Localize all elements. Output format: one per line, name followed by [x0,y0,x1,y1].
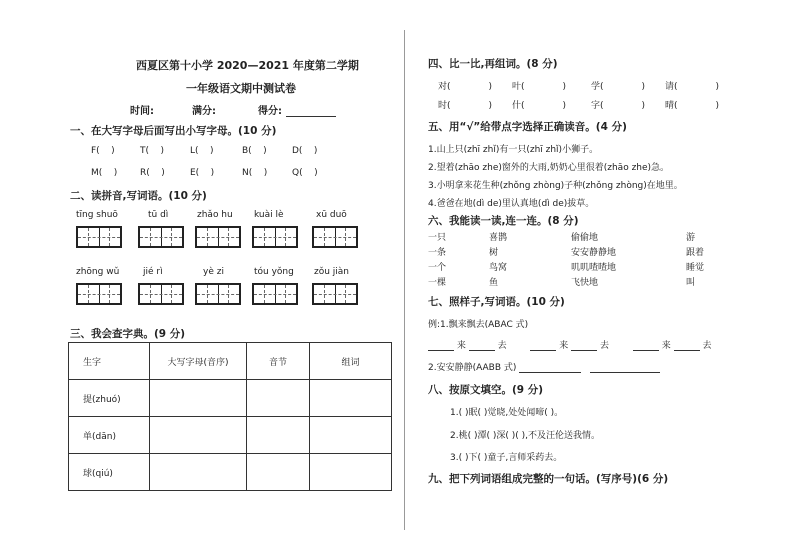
writing-grid[interactable] [312,283,358,305]
section-2-title: 二、读拼音,写词语。(10 分) [70,190,207,202]
full-score-label: 满分: [192,106,216,117]
exam-title: 一年级语文期中测试卷 [186,82,296,95]
compare-item[interactable]: 学( ) [591,82,646,92]
answer-cell[interactable] [247,417,310,454]
pronunciation-item[interactable]: 2.望着(zhāo zhe)窗外的大雨,奶奶心里很着(zhāo zhe)急。 [428,163,670,173]
answer-cell[interactable] [150,380,247,417]
section-1-title: 一、在大写字母后面写出小写字母。(10 分) [70,125,277,137]
letter-item[interactable]: Q( ) [292,168,318,178]
writing-grid[interactable] [252,283,298,305]
table-row [69,417,392,454]
char-cell: 提(zhuó) [69,380,150,417]
answer-cell[interactable] [150,417,247,454]
section-8-title: 八、按原文填空。(9 分) [428,384,544,396]
match-word[interactable]: 睡觉 [686,263,705,273]
pinyin-label: tóu yǒng [254,267,294,277]
writing-grid[interactable] [252,226,298,248]
answer-cell[interactable] [310,454,392,491]
match-word[interactable]: 一个 [428,263,447,273]
answer-cell[interactable] [310,380,392,417]
match-word[interactable]: 游 [686,233,696,243]
section-4-title: 四、比一比,再组词。(8 分) [428,58,558,70]
pronunciation-item[interactable]: 3.小明拿来花生种(zhǒng zhòng)子种(zhǒng zhòng)在地里。 [428,181,683,191]
letter-item[interactable]: F( ) [91,146,115,156]
letter-item[interactable]: M( ) [91,168,118,178]
match-word[interactable]: 安安静静地 [571,248,617,258]
poem-fill-item[interactable]: 2.桃( )潭( )深( )( ),不及汪伦送我情。 [450,431,600,441]
match-word[interactable]: 偷偷地 [571,233,599,243]
letter-item[interactable]: B( ) [242,146,267,156]
writing-grid[interactable] [312,226,358,248]
match-word[interactable]: 叽叽喳喳地 [571,263,617,273]
writing-grid[interactable] [76,226,122,248]
match-word[interactable]: 喜鹊 [489,233,508,243]
match-word[interactable]: 叫 [686,278,696,288]
pinyin-label: jié rì [143,267,163,277]
pinyin-label: zǒu jiàn [314,267,350,277]
table-row [69,380,392,417]
writing-grid[interactable] [76,283,122,305]
char-cell: 单(dān) [69,417,150,454]
section-7-title: 七、照样子,写词语。(10 分) [428,296,565,308]
letter-item[interactable]: R( ) [140,168,165,178]
match-word[interactable]: 鱼 [489,278,499,288]
letter-item[interactable]: N( ) [242,168,268,178]
section-6-title: 六、我能读一读,连一连。(8 分) [428,215,579,227]
match-word[interactable]: 鸟窝 [489,263,508,273]
page-divider [404,30,405,530]
pronunciation-item[interactable]: 1.山上只(zhī zhǐ)有一只(zhī zhǐ)小狮子。 [428,145,599,155]
letter-item[interactable]: D( ) [292,146,318,156]
poem-fill-item[interactable]: 1.( )眠( )觉晓,处处闻啼( )。 [450,408,564,418]
compare-item[interactable]: 请( ) [665,82,720,92]
section-9-title: 九、把下列词语组成完整的一句话。(写序号)(6 分) [428,473,669,485]
compare-item[interactable]: 晴( ) [665,101,720,111]
example-1: 例:1.飘来飘去(ABAC 式) [428,320,529,330]
char-cell: 球(qiú) [69,454,150,491]
letter-item[interactable]: T( ) [140,146,164,156]
abac-answer-row[interactable]: 来 去 来 去 来 去 [428,338,711,351]
writing-grid[interactable] [138,226,184,248]
compare-item[interactable]: 字( ) [591,101,646,111]
match-word[interactable]: 树 [489,248,499,258]
match-word[interactable]: 一只 [428,233,447,243]
match-word[interactable]: 一条 [428,248,447,258]
letter-item[interactable]: L( ) [190,146,214,156]
table-row [69,454,392,491]
example-2-row[interactable]: 2.安安静静(AABB 式) [428,360,660,373]
writing-grid[interactable] [195,283,241,305]
header-cell: 大写字母(音序) [150,343,247,380]
answer-cell[interactable] [150,454,247,491]
letter-item[interactable]: E( ) [190,168,215,178]
pinyin-label: zhōng wǔ [76,267,120,277]
match-word[interactable]: 飞快地 [571,278,599,288]
compare-item[interactable]: 叶( ) [512,82,567,92]
pinyin-label: xū duō [316,210,347,220]
dictionary-table [68,342,392,491]
compare-item[interactable]: 什( ) [512,101,567,111]
answer-cell[interactable] [247,454,310,491]
header-cell: 生字 [69,343,150,380]
pinyin-label: zhǎo hu [197,210,233,220]
header-cell: 音节 [247,343,310,380]
score-label: 得分: [258,102,336,117]
table-header-row [69,343,392,380]
writing-grid[interactable] [138,283,184,305]
header-cell: 组词 [310,343,392,380]
score-blank[interactable] [286,106,336,117]
school-title: 西夏区第十小学 2020—2021 年度第二学期 [136,59,359,72]
writing-grid[interactable] [195,226,241,248]
poem-fill-item[interactable]: 3.( )下( )童子,言师采药去。 [450,453,563,463]
time-label: 时间: [130,106,154,117]
compare-item[interactable]: 对( ) [438,82,493,92]
pinyin-label: tū dì [148,210,169,220]
pronunciation-item[interactable]: 4.爸爸在地(dì de)里认真地(dì de)拔草。 [428,199,595,209]
section-5-title: 五、用“√”给带点字选择正确读音。(4 分) [428,121,627,133]
match-word[interactable]: 一棵 [428,278,447,288]
pinyin-label: kuài lè [254,210,284,220]
section-3-title: 三、我会查字典。(9 分) [70,328,186,340]
pinyin-label: yè zi [203,267,224,277]
answer-cell[interactable] [310,417,392,454]
answer-cell[interactable] [247,380,310,417]
match-word[interactable]: 跟着 [686,248,705,258]
compare-item[interactable]: 时( ) [438,101,493,111]
pinyin-label: tīng shuō [76,210,118,220]
